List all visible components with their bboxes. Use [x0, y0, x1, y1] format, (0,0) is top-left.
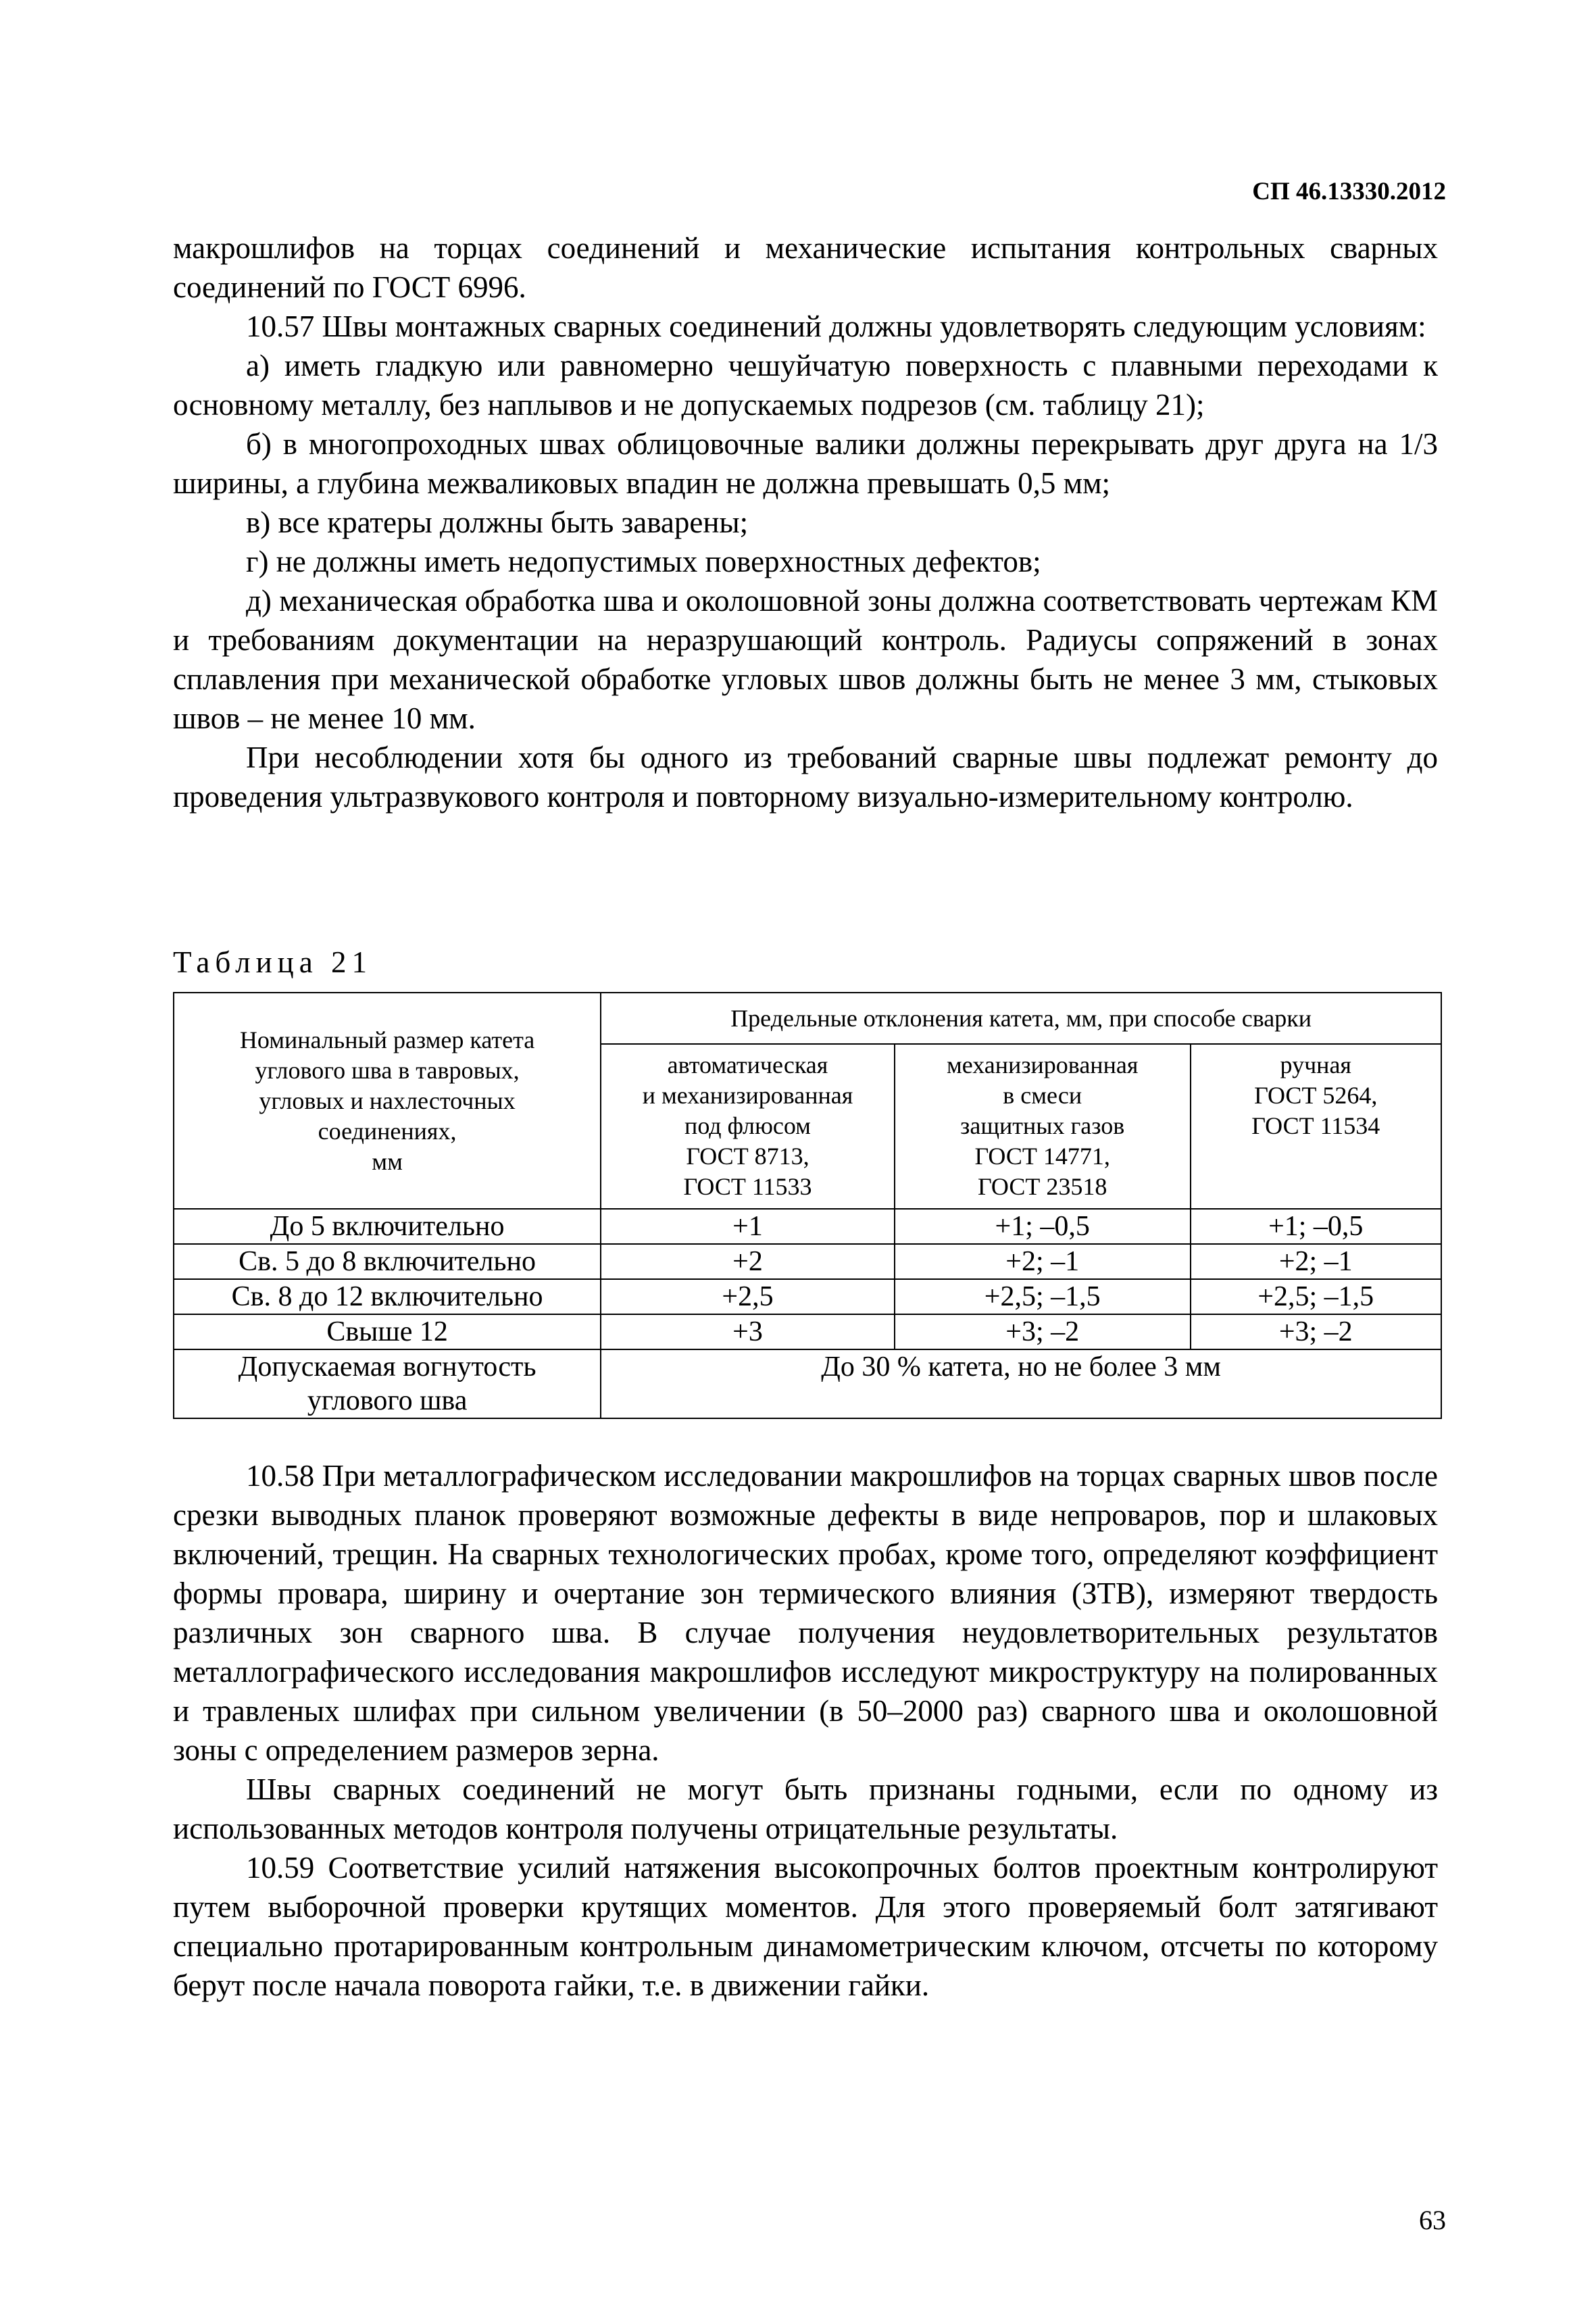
list-item-d: д) механическая обработка шва и околошовной зоны должна соответствовать чертежам КМ и требованиям документации на неразрушающий контроль. Радиусы сопряжений в зонах сплавления при механической обработке угловых швов должны быть не менее 3 мм, стыковых швов – не менее 10 мм.: [173, 584, 1438, 735]
paragraph: макрошлифов на торцах соединений и механические испытания контрольных сварных соединений по ГОСТ 6996.: [173, 231, 1438, 304]
table-cell: +2,5; –1,5: [1191, 1279, 1441, 1314]
table-cell: +2; –1: [1191, 1244, 1441, 1279]
table-cell: +1; –0,5: [1191, 1209, 1441, 1244]
table-group-header: Предельные отклонения катета, мм, при способе сварки: [601, 993, 1441, 1044]
table-cell: Св. 8 до 12 включительно: [174, 1279, 601, 1314]
table-cell: +1; –0,5: [895, 1209, 1191, 1244]
body-text-bottom: [173, 1456, 1438, 2005]
table-cell: +3; –2: [1191, 1314, 1441, 1349]
page-number: 63: [1419, 2205, 1446, 2235]
table-cell: +2,5; –1,5: [895, 1279, 1191, 1314]
table-cell: До 5 включительно: [174, 1209, 601, 1244]
table-caption: Таблица 21: [173, 945, 372, 979]
table-row: [174, 1314, 1441, 1349]
paragraph: При несоблюдении хотя бы одного из требований сварные швы подлежат ремонту до проведения ультразвукового контроля и повторному визуально-измерительному контролю.: [173, 741, 1438, 814]
table-cell: +3: [601, 1314, 895, 1349]
table-subheader-auto: автоматическая и механизированная под флюсом ГОСТ 8713, ГОСТ 11533: [601, 1044, 895, 1209]
table-subheader-mech: механизированная в смеси защитных газов ГОСТ 14771, ГОСТ 23518: [895, 1044, 1191, 1209]
table-21: [173, 992, 1442, 1419]
table-row: [174, 1244, 1441, 1279]
paragraph-10-59: 10.59 Соответствие усилий натяжения высокопрочных болтов проектным контролируют путем выборочной проверки крутящих моментов. Для этого проверяемый болт затягивают специально протарированным контрольным динамометрическим ключом, отсчеты по которому берут после начала поворота гайки, т.е. в движении гайки.: [173, 1851, 1438, 2002]
table-cell: +2; –1: [895, 1244, 1191, 1279]
table-cell: До 30 % катета, но не более 3 мм: [601, 1349, 1441, 1418]
table-row-concavity: [174, 1349, 1441, 1418]
list-item-a: а) иметь гладкую или равномерно чешуйчатую поверхность с плавными переходами к основному металлу, без наплывов и не допускаемых подрезов (см. таблицу 21);: [173, 349, 1438, 422]
list-item-v: в) все кратеры должны быть заварены;: [246, 505, 749, 539]
table-row: [174, 1209, 1441, 1244]
table-header-col0: Номинальный размер катета углового шва в тавровых, угловых и нахлесточных соединениях, мм: [174, 993, 601, 1209]
table-cell: Допускаемая вогнутость углового шва: [174, 1349, 601, 1418]
body-text-top: [173, 228, 1438, 816]
paragraph-10-58: 10.58 При металлографическом исследовании макрошлифов на торцах сварных швов после срезки выводных планок проверяют возможные дефекты в виде непроваров, пор и шлаковых включений, трещин. На сварных технологических пробах, кроме того, определяют коэффициент формы провара, ширину и очертание зон термического влияния (ЗТВ), измеряют твердость различных зон сварного шва. В случае получения неудовлетворительных результатов металлографического исследования макрошлифов исследуют микроструктуру на полированных и травленых шлифах при сильном увеличении (в 50–2000 раз) сварного шва и околошовной зоны с определением размеров зерна.: [173, 1459, 1438, 1767]
table-cell: Свыше 12: [174, 1314, 601, 1349]
table-cell: Св. 5 до 8 включительно: [174, 1244, 601, 1279]
table-cell: +3; –2: [895, 1314, 1191, 1349]
table-cell: +2: [601, 1244, 895, 1279]
table-subheader-manual: ручная ГОСТ 5264, ГОСТ 11534: [1191, 1044, 1441, 1209]
list-item-g: г) не должны иметь недопустимых поверхностных дефектов;: [246, 545, 1041, 578]
table-cell: +2,5: [601, 1279, 895, 1314]
table-cell: +1: [601, 1209, 895, 1244]
paragraph-10-57: 10.57 Швы монтажных сварных соединений должны удовлетворять следующим условиям:: [246, 309, 1426, 343]
document-code: СП 46.13330.2012: [1252, 178, 1446, 205]
list-item-b: б) в многопроходных швах облицовочные валики должны перекрывать друг друга на 1/3 ширины, а глубина межваликовых впадин не должна превышать 0,5 мм;: [173, 427, 1438, 500]
table-row: [174, 1279, 1441, 1314]
paragraph: Швы сварных соединений не могут быть признаны годными, если по одному из использованных методов контроля получены отрицательные результаты.: [173, 1772, 1438, 1845]
